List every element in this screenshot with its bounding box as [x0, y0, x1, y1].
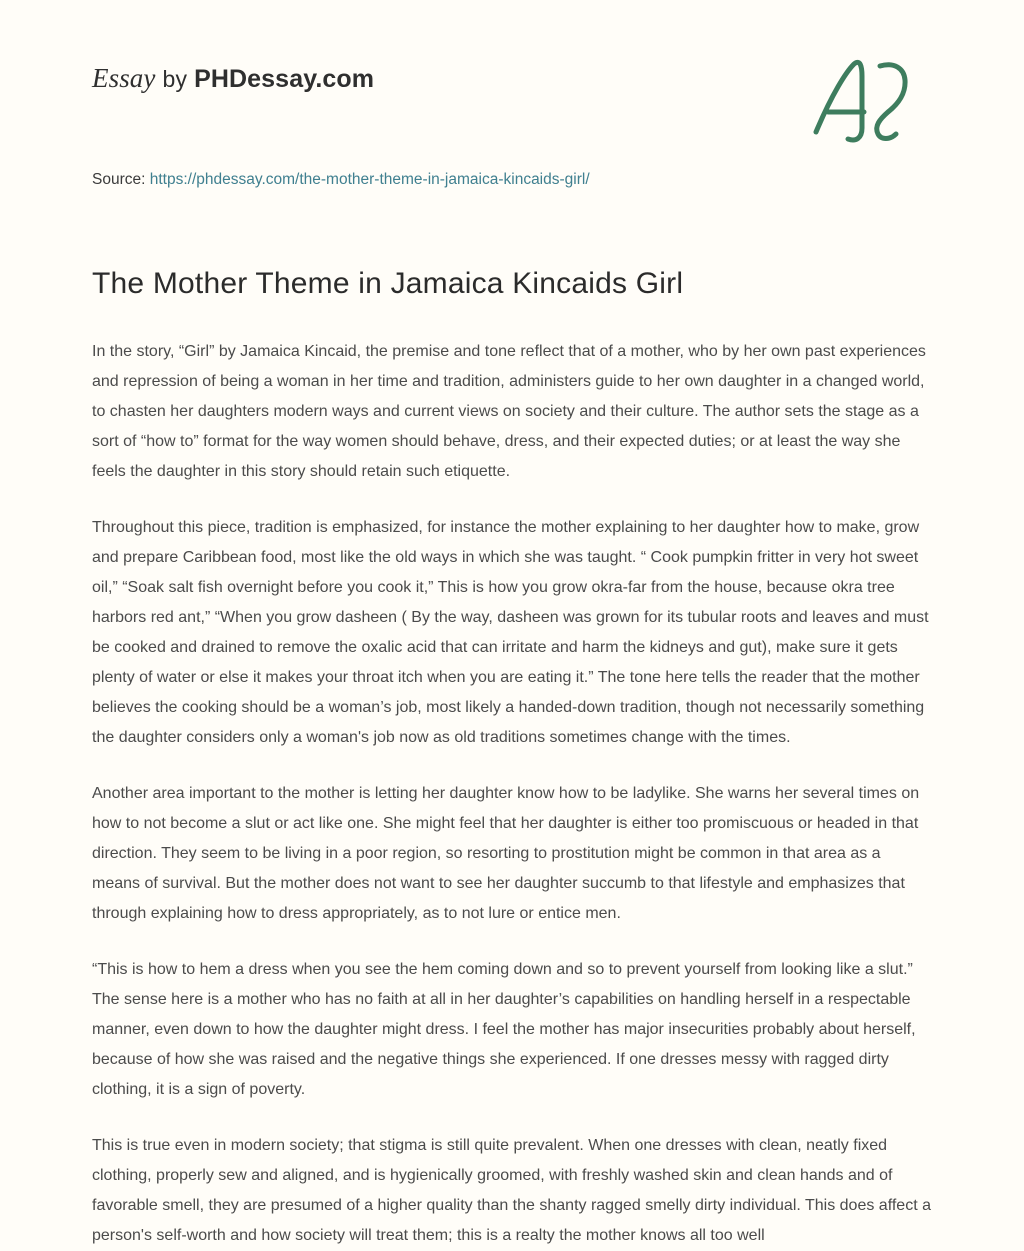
brand-by-text: by: [162, 66, 188, 92]
brand-essay-text: Essay: [92, 63, 156, 93]
paragraph: In the story, “Girl” by Jamaica Kincaid, the premise and tone reflect that of a mother, who by her own past experiences and repression of being a woman in her time and tradition, administers guide to her own daughter in a changed world, to chasten her daughters modern ways and current views on society and their culture. The author sets the stage as a sort of “how to” format for the way women should behave, dress, and their expected duties; or at least the way she feels the daughter in this story should retain such etiquette.: [92, 343, 926, 480]
header: [92, 62, 932, 149]
source-line: [92, 171, 932, 189]
paragraph: “This is how to hem a dress when you see the hem coming down and so to prevent yourself from looking like a slut.” The sense here is a mother who has no faith at all in her daughter’s capabilities on handling herself in a respectable manner, even down to how the daughter might dress. I feel the mother has major insecurities probably about herself, because of how she was raised and the negative things she experienced. If one dresses messy with ragged dirty clothing, it is a sign of poverty.: [92, 961, 916, 1098]
site-branding: [92, 62, 374, 94]
article-body: [92, 337, 932, 1251]
source-label: Source:: [92, 171, 146, 188]
brand-site-text: PHDessay.com: [194, 65, 375, 93]
paragraph: Throughout this piece, tradition is emphasized, for instance the mother explaining to her daughter how to make, grow and prepare Caribbean food, most like the old ways in which she was taught. “ Cook pumpkin fritter in very hot sweet oil,” “Soak salt fish overnight before you cook it,” This is how you grow okra-far from the house, because okra tree harbors red ant,” “When you grow dasheen ( By the way, dasheen was grown for its tubular roots and leaves and must be cooked and drained to remove the oxalic acid that can irritate and harm the kidneys and gut), make sure it gets plenty of water or else it makes your throat itch when you are eating it.” The tone here tells the reader that the mother believes the cooking should be a woman’s job, most likely a handed-down tradition, though not necessarily something the daughter considers only a woman's job now as old traditions sometimes change with the times.: [92, 519, 929, 746]
phdessay-logo-icon: [802, 54, 922, 149]
paragraph: Another area important to the mother is letting her daughter know how to be ladylike. She warns her several times on how to not become a slut or act like one. She might feel that her daughter is either too promiscuous or headed in that direction. They seem to be living in a poor region, so resorting to prostitution might be common in that area as a means of survival. But the mother does not want to see her daughter succumb to that lifestyle and emphasizes that through explaining how to dress appropriately, as to not lure or entice men.: [92, 785, 920, 922]
source-url-link[interactable]: https://phdessay.com/the-mother-theme-in-jamaica-kincaids-girl/: [149, 171, 590, 188]
page-title: The Mother Theme in Jamaica Kincaids Girl: [92, 267, 684, 300]
paragraph: This is true even in modern society; that stigma is still quite prevalent. When one dresses with clean, neatly fixed clothing, properly sew and aligned, and is hygienically groomed, with freshly washed skin and clean hands and of favorable smell, they are presumed of a higher quality than the shanty ragged smelly dirty individual. This does affect a person's self-worth and how society will treat them; this is a realty the mother knows all too well: [92, 1137, 931, 1244]
